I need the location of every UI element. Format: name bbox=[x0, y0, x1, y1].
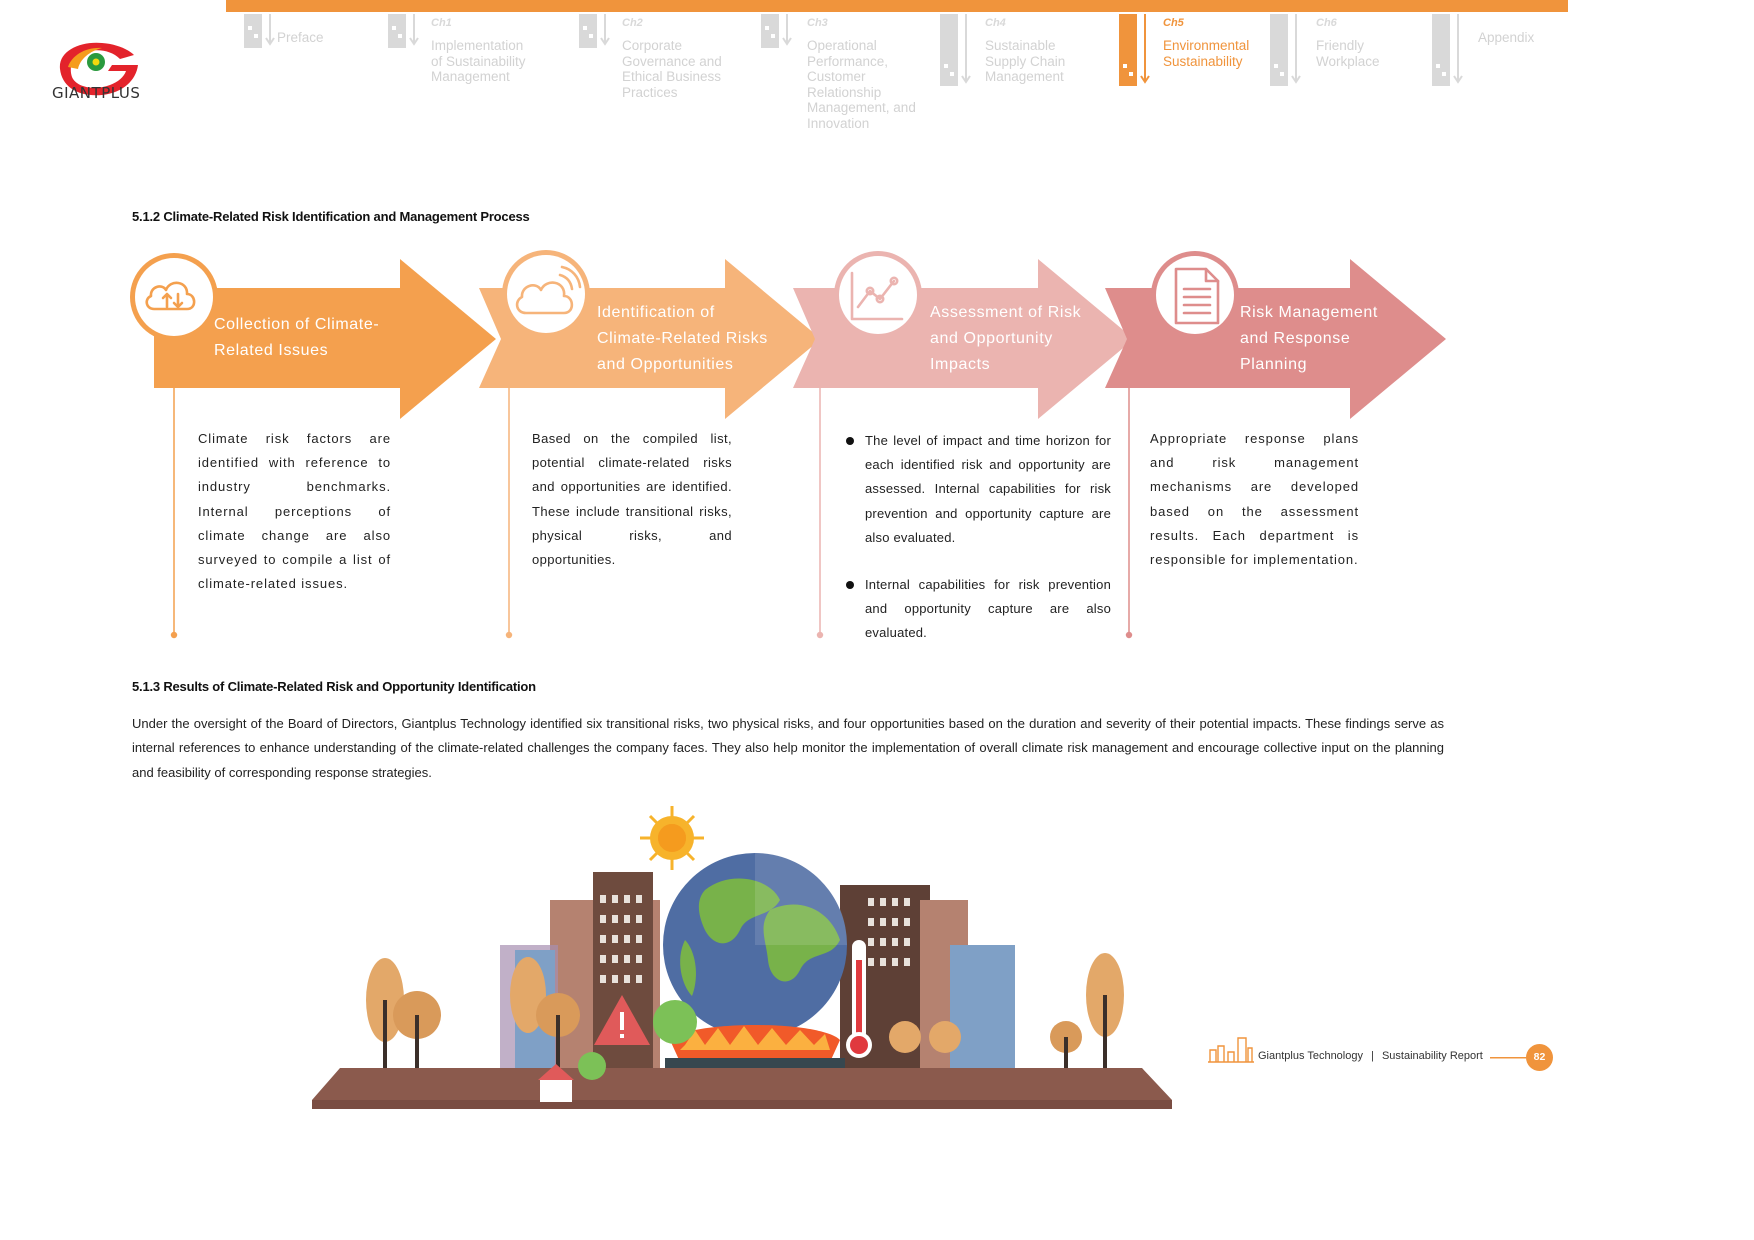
chapter-building-icon bbox=[938, 14, 978, 90]
section-heading-process: 5.1.2 Climate-Related Risk Identification and Management Process bbox=[132, 209, 530, 224]
step-2-connector bbox=[506, 388, 512, 638]
climate-city-illustration bbox=[300, 800, 1180, 1109]
step-1-description: Climate risk factors are identified with reference to industry benchmarks. Internal perceptions of climate change are also surveyed to compile a list of climate-related issues. bbox=[198, 431, 391, 592]
step-1-badge bbox=[130, 253, 218, 341]
step-3-bullet-2: Internal capabilities for risk prevention and opportunity capture are also evaluated. bbox=[865, 573, 1111, 646]
nav-chapter-number: Ch3 bbox=[807, 17, 828, 29]
footer-city-icon bbox=[1208, 1036, 1254, 1064]
section-heading-results: 5.1.3 Results of Climate-Related Risk and Opportunity Identification bbox=[132, 679, 536, 694]
footer-company: Giantplus Technology bbox=[1258, 1050, 1363, 1062]
nav-chapter-label: Preface bbox=[277, 30, 324, 45]
step-3-connector bbox=[817, 388, 823, 638]
chapter-building-icon bbox=[577, 14, 617, 52]
page-number: 82 bbox=[1526, 1044, 1553, 1071]
nav-chapter-label: Operational Performance, Customer Relationship Management, and Innovation bbox=[807, 38, 916, 131]
step-3-title: Assessment of Risk and Opportunity Impacts bbox=[930, 304, 1082, 373]
nav-chapter-number: Ch2 bbox=[622, 17, 643, 29]
nav-chapter-number: Ch5 bbox=[1163, 17, 1184, 29]
step-2-title: Identification of Climate-Related Risks and Opportunities bbox=[597, 304, 768, 373]
step-1-connector bbox=[171, 388, 177, 638]
chapter-building-icon bbox=[1268, 14, 1308, 90]
nav-chapter-label: Environmental Sustainability bbox=[1163, 38, 1250, 69]
nav-chapter-label: Sustainable Supply Chain Management bbox=[985, 38, 1066, 85]
nav-chapter-number: Ch1 bbox=[431, 17, 452, 29]
brand-wordmark: GIANTPLUS bbox=[52, 84, 141, 102]
chapter-building-icon bbox=[1117, 14, 1157, 90]
chapter-building-icon bbox=[386, 14, 426, 52]
header-accent-bar bbox=[226, 0, 1568, 12]
step-4-description: Appropriate response plans and risk management mechanisms are developed based on the assessment results. Each department is responsible for implementation. bbox=[1150, 431, 1359, 568]
step-2-badge bbox=[502, 250, 590, 338]
step-4-badge bbox=[1151, 251, 1239, 339]
step-4-title: Risk Management and Response Planning bbox=[1240, 304, 1378, 373]
step-3-bullet-1: The level of impact and time horizon for each identified risk and opportunity are assessed. Internal capabilities for risk prevention and opportunity capture are also evaluated. bbox=[865, 429, 1111, 550]
footer-rule bbox=[1490, 1057, 1528, 1059]
footer-report: Sustainability Report bbox=[1381, 1050, 1483, 1062]
step-1-title: Collection of Climate- Related Issues bbox=[214, 316, 380, 359]
chapter-building-icon bbox=[1430, 14, 1470, 90]
step-3-bullet-list bbox=[865, 429, 1111, 669]
nav-chapter-label: Appendix bbox=[1478, 30, 1535, 45]
footer-separator: | bbox=[1371, 1050, 1374, 1062]
nav-chapter-number: Ch6 bbox=[1316, 17, 1337, 29]
chapter-building-icon bbox=[242, 14, 282, 52]
chapter-building-icon bbox=[759, 14, 799, 52]
footer-caption bbox=[1258, 1050, 1483, 1062]
nav-chapter-number: Ch4 bbox=[985, 17, 1006, 29]
nav-chapter-label: Implementation of Sustainability Management bbox=[431, 38, 526, 85]
results-paragraph: Under the oversight of the Board of Directors, Giantplus Technology identified six transitional risks, two physical risks, and four opportunities based on the duration and severity of their potential impacts. These findings serve as internal references to enhance understanding of the climate-related challenges the company faces. They also help monitor the implementation of overall climate risk management and encourage collective input on the planning and feasibility of corresponding response strategies. bbox=[132, 716, 1444, 780]
step-4-connector bbox=[1126, 388, 1132, 638]
nav-chapter-label: Corporate Governance and Ethical Business Practices bbox=[622, 38, 722, 100]
nav-chapter-label: Friendly Workplace bbox=[1316, 38, 1380, 69]
step-2-description: Based on the compiled list, potential climate-related risks and opportunities are identified. These include transitional risks, physical risks, and opportunities. bbox=[532, 431, 732, 568]
sun-icon bbox=[640, 806, 704, 870]
